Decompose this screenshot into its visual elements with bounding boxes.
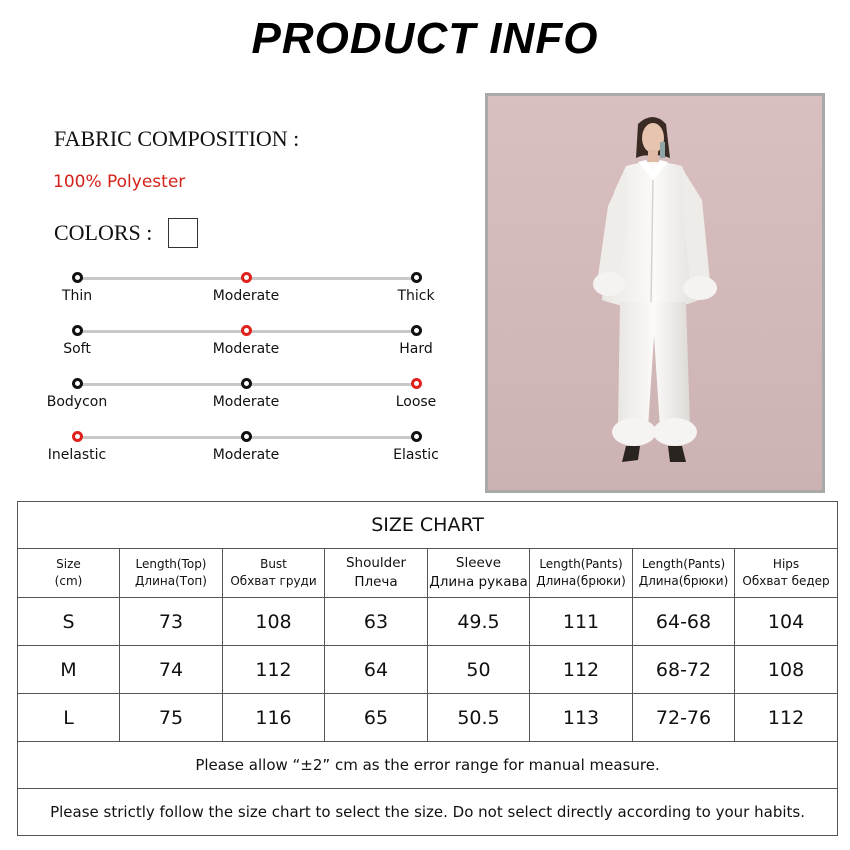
size-selection-note: Please strictly follow the size chart to select the size. Do not select directly according to your habits. — [18, 789, 838, 836]
measurement-error-note: Please allow “±2” cm as the error range for manual measure. — [18, 742, 838, 789]
table-cell: 108 — [735, 646, 838, 694]
header-length-top: Length(Top) Длина(Топ) — [120, 549, 223, 598]
scale-label-right: Hard — [399, 341, 433, 357]
header-hips: Hips Обхват бедер — [735, 549, 838, 598]
table-cell: 64 — [325, 646, 428, 694]
table-cell: 73 — [120, 598, 223, 646]
scale-dot-middle — [241, 378, 252, 389]
scale-dot-left — [72, 325, 83, 336]
size-chart-table — [17, 501, 838, 836]
table-row — [18, 694, 838, 742]
scale-dot-right — [411, 431, 422, 442]
scale-dot-middle — [241, 325, 252, 336]
scale-dot-left — [72, 378, 83, 389]
header-bust: Bust Обхват груди — [223, 549, 325, 598]
size-chart-header-row — [18, 549, 838, 598]
table-cell: 50 — [428, 646, 530, 694]
scale-label-middle: Moderate — [212, 394, 280, 410]
table-cell: 50.5 — [428, 694, 530, 742]
table-cell: 72-76 — [633, 694, 735, 742]
table-cell: 75 — [120, 694, 223, 742]
fabric-composition-label: FABRIC COMPOSITION : — [54, 126, 300, 151]
header-shoulder: Shoulder Плеча — [325, 549, 428, 598]
scale-label-middle: Moderate — [212, 288, 280, 304]
elasticity-scale — [0, 431, 470, 477]
scale-label-right: Thick — [397, 288, 435, 304]
scale-label-left: Inelastic — [47, 447, 107, 463]
fit-scale — [0, 378, 470, 424]
scale-dot-middle — [241, 431, 252, 442]
table-cell: 63 — [325, 598, 428, 646]
fabric-composition-value: 100% Polyester — [53, 172, 186, 192]
scale-dot-left — [72, 272, 83, 283]
header-length-pants-2: Length(Pants) Длина(брюки) — [633, 549, 735, 598]
colors-label: COLORS : — [54, 220, 153, 245]
scale-label-middle: Moderate — [212, 341, 280, 357]
scale-label-left: Soft — [63, 341, 91, 357]
table-cell: S — [18, 598, 120, 646]
size-chart-title: SIZE CHART — [18, 502, 838, 549]
table-cell: 68-72 — [633, 646, 735, 694]
scale-dot-right — [411, 378, 422, 389]
header-size: Size (cm) — [18, 549, 120, 598]
header-sleeve: Sleeve Длина рукава — [428, 549, 530, 598]
table-row — [18, 598, 838, 646]
table-cell: 116 — [223, 694, 325, 742]
color-swatch-white[interactable] — [168, 218, 198, 248]
table-cell: 74 — [120, 646, 223, 694]
table-cell: 113 — [530, 694, 633, 742]
scale-dot-middle — [241, 272, 252, 283]
table-row — [18, 646, 838, 694]
scale-label-right: Loose — [395, 394, 437, 410]
table-cell: 64-68 — [633, 598, 735, 646]
scale-label-left: Bodycon — [46, 394, 108, 410]
scale-label-middle: Moderate — [212, 447, 280, 463]
table-cell: 111 — [530, 598, 633, 646]
table-cell: M — [18, 646, 120, 694]
model-illustration — [488, 96, 822, 490]
table-cell: 112 — [530, 646, 633, 694]
thickness-scale — [0, 272, 470, 318]
page-title: PRODUCT INFO — [251, 14, 599, 63]
scale-label-left: Thin — [61, 288, 93, 304]
table-cell: 108 — [223, 598, 325, 646]
table-cell: 49.5 — [428, 598, 530, 646]
table-cell: 65 — [325, 694, 428, 742]
table-cell: 112 — [735, 694, 838, 742]
table-cell: 104 — [735, 598, 838, 646]
table-cell: 112 — [223, 646, 325, 694]
scale-dot-right — [411, 272, 422, 283]
header-length-pants: Length(Pants) Длина(брюки) — [530, 549, 633, 598]
softness-scale — [0, 325, 470, 371]
product-photo — [485, 93, 825, 493]
scale-label-right: Elastic — [393, 447, 439, 463]
scale-dot-right — [411, 325, 422, 336]
table-cell: L — [18, 694, 120, 742]
scale-dot-left — [72, 431, 83, 442]
